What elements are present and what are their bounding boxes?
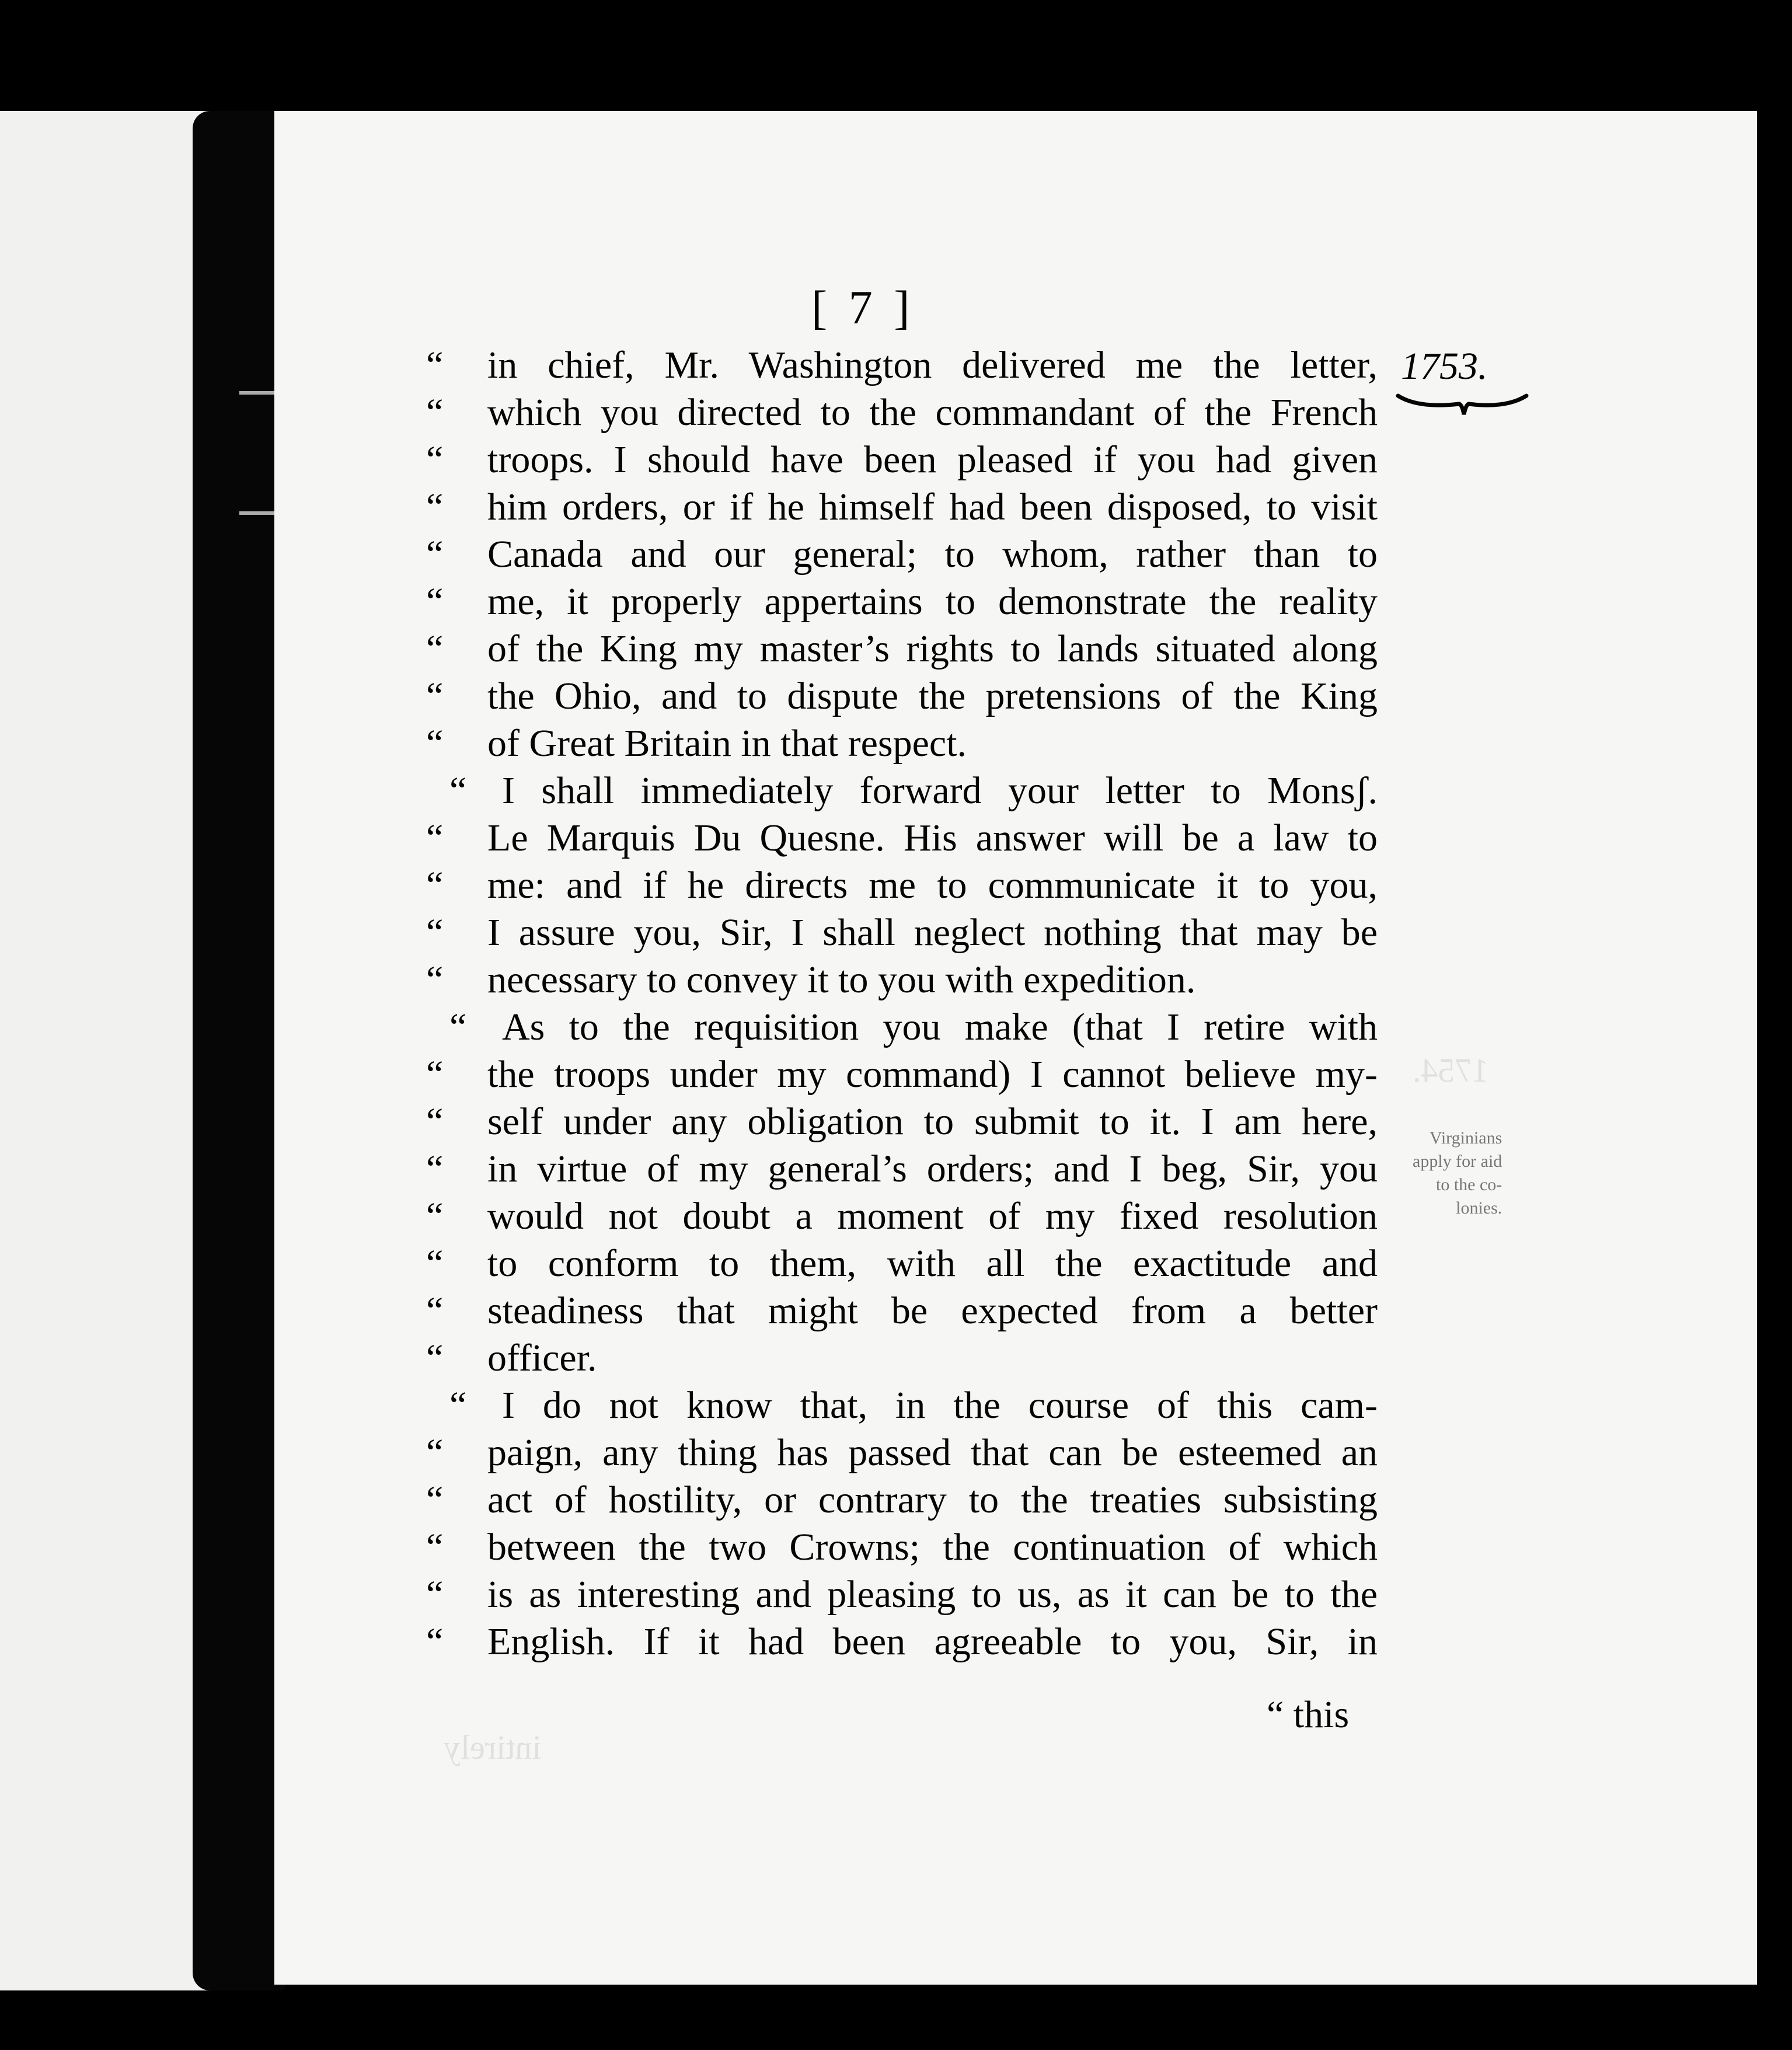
line-text: paign, any thing has passed that can be esteemed an [487,1431,1378,1474]
text-line [426,1287,1378,1334]
text-line [426,1618,1378,1665]
quote-mark: “ [426,1431,444,1474]
line-text: troops. I should have been pleased if you had given [487,438,1378,481]
text-line [426,1098,1378,1145]
side-note [1413,1127,1502,1220]
quote-mark: “ [426,1053,444,1096]
quote-mark: “ [426,1479,444,1521]
quote-mark: “ [426,1242,444,1285]
quote-mark: “ [426,817,444,859]
quote-mark: “ [426,627,444,670]
line-text: self under any obligation to submit to it. I am here, [487,1100,1378,1143]
text-line [426,1523,1378,1571]
quote-mark: “ [426,1337,444,1379]
line-text: in chief, Mr. Washington delivered me the letter, [487,344,1378,386]
text-line [426,1334,1378,1382]
quote-mark: “ [426,1148,444,1190]
quote-mark: “ [426,911,444,954]
quote-mark: “ [426,1289,444,1332]
text-line [426,814,1378,862]
quote-mark: “ [426,1100,444,1143]
line-text: of Great Britain in that respect. [487,722,967,765]
quote-mark: “ [449,769,467,812]
text-line [426,341,1378,389]
text-line [426,1571,1378,1618]
text-line [444,767,1378,814]
line-text: me: and if he directs me to communicate it to you, [487,864,1378,907]
text-line [426,1051,1378,1098]
text-line [426,956,1378,1003]
line-text: officer. [487,1337,597,1379]
line-text: I do not know that, in the course of this cam- [502,1384,1378,1427]
quote-mark: “ [426,580,444,623]
text-line [426,1193,1378,1240]
text-line [426,672,1378,720]
quote-mark: “ [426,1620,444,1663]
quote-mark: “ [426,438,444,481]
line-text: I shall immediately forward your letter to Monsʃ. [502,769,1378,812]
text-line [426,1476,1378,1523]
quote-mark: “ [426,1195,444,1237]
quote-mark: “ [426,344,444,386]
quote-mark: “ [426,533,444,576]
line-text: necessary to convey it to you with expedition. [487,958,1196,1001]
quote-mark: “ [426,391,444,434]
line-text: the Ohio, and to dispute the pretensions of the King [487,675,1378,717]
quote-mark: “ [449,1384,467,1427]
text-line [426,1145,1378,1193]
line-text: of the King my master’s rights to lands situated along [487,627,1378,670]
page-number: [ 7 ] [811,281,915,334]
side-note-line: apply for aid [1413,1152,1502,1171]
line-text: steadiness that might be expected from a better [487,1289,1378,1332]
side-note-line: lonies. [1456,1198,1502,1218]
quote-mark: “ [426,958,444,1001]
quote-mark: “ [426,722,444,765]
show-through-year: 1754. [1413,1051,1489,1089]
line-text: to conform to them, with all the exactitude and [487,1242,1378,1285]
text-line [426,720,1378,767]
margin-year: 1753. [1401,345,1488,388]
quote-mark: “ [426,675,444,717]
quote-mark: “ [426,1526,444,1568]
line-text: is as interesting and pleasing to us, as it can be to the [487,1573,1378,1616]
line-text: As to the requisition you make (that I retire with [502,1006,1378,1048]
year-brace-icon [1395,391,1529,420]
quote-mark: “ [426,486,444,528]
line-text: between the two Crowns; the continuation of which [487,1526,1378,1568]
line-text: I assure you, Sir, I shall neglect nothing that may be [487,911,1378,954]
text-line [426,909,1378,956]
side-note-line: to the co- [1435,1175,1502,1194]
text-line [426,1240,1378,1287]
text-line [444,1003,1378,1051]
text-line [426,578,1378,625]
text-line [426,483,1378,531]
side-note-line: Virginians [1429,1128,1502,1148]
quote-mark: “ [449,1006,467,1048]
text-line [426,389,1378,436]
show-through-word: intirely [444,1728,542,1766]
line-text: which you directed to the commandant of the French [487,391,1378,434]
line-text: me, it properly appertains to demonstrate the reality [487,580,1378,623]
line-text: in virtue of my general’s orders; and I beg, Sir, you [487,1148,1378,1190]
line-text: Le Marquis Du Quesne. His answer will be a law to [487,817,1378,859]
text-line [426,1429,1378,1476]
line-text: English. If it had been agreeable to you, Sir, in [487,1620,1378,1663]
letter-text [426,341,1378,1665]
line-text: act of hostility, or contrary to the treaties subsisting [487,1479,1378,1521]
text-line [426,625,1378,672]
text-line [426,436,1378,483]
text-line [426,862,1378,909]
text-line [444,1382,1378,1429]
catchword: “ this [1267,1693,1350,1736]
line-text: would not doubt a moment of my fixed resolution [487,1195,1378,1237]
text-line [426,531,1378,578]
line-text: Canada and our general; to whom, rather than to [487,533,1378,576]
quote-mark: “ [426,864,444,907]
line-text: the troops under my command) I cannot believe my- [487,1053,1378,1096]
quote-mark: “ [426,1573,444,1616]
line-text: him orders, or if he himself had been disposed, to visit [487,486,1378,528]
